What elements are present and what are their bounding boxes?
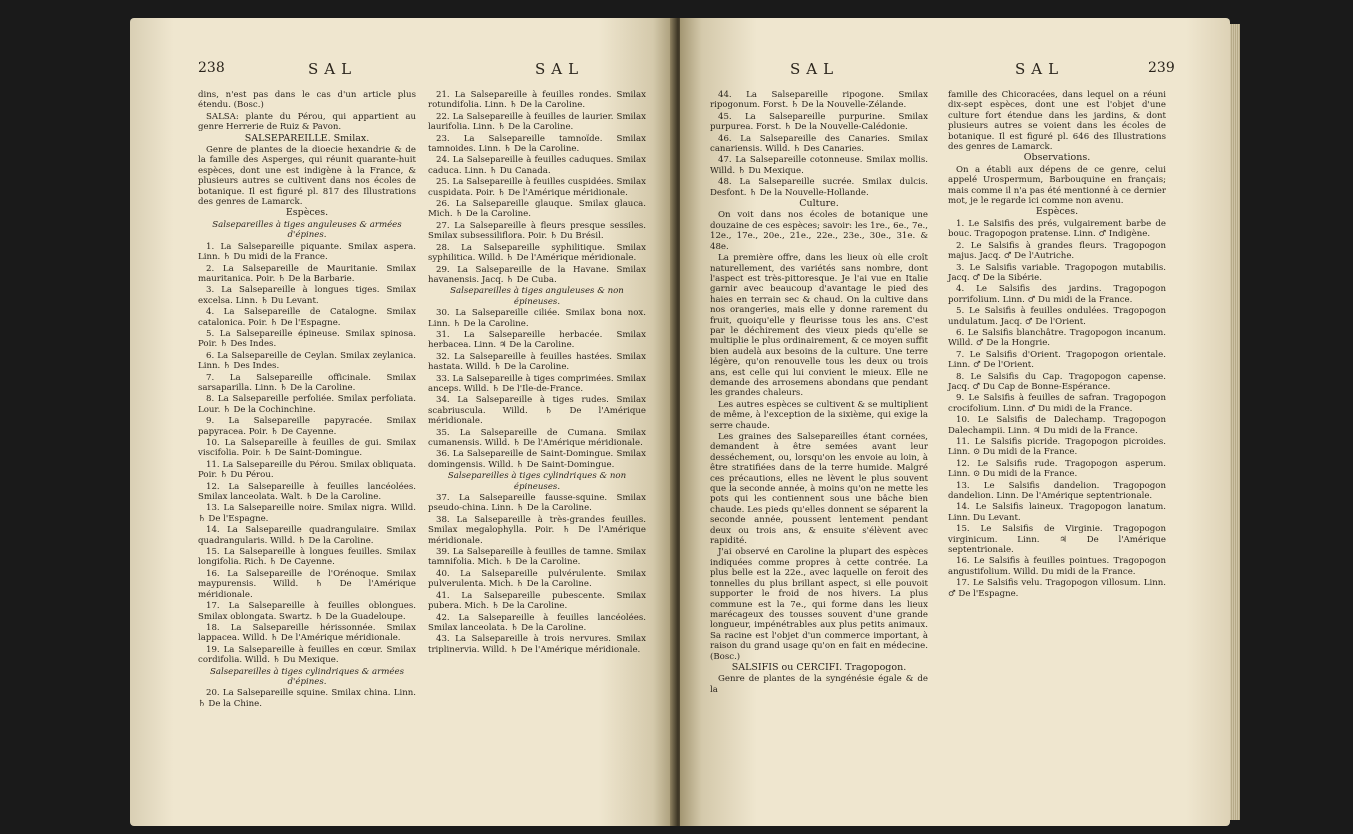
open-book — [130, 18, 1230, 826]
text-paragraph: 45. La Salsepareille purpurine. Smilax purpurea. Forst. ♄ De la Nouvelle-Calédonie. — [710, 111, 928, 133]
text-paragraph: Genre de plantes de la syngénésie égale & de la — [710, 674, 928, 695]
text-paragraph: 12. La Salsepareille à feuilles lancéolées. Smilax lanceolata. Walt. ♄ De la Caroline. — [198, 481, 416, 503]
text-paragraph: 27. La Salsepareille à fleurs presque sessiles. Smilax subsessiliflora. Poir. ♄ Du Brésil. — [428, 220, 646, 242]
text-paragraph: 13. La Salsepareille noire. Smilax nigra. Willd. ♄ De l'Espagne. — [198, 503, 416, 524]
left-column-2 — [428, 90, 646, 656]
text-paragraph: 9. La Salsepareille papyracée. Smilax papyracea. Poir. ♄ De Cayenne. — [198, 416, 416, 437]
right-running-head — [680, 60, 1230, 82]
text-paragraph: 5. Le Salsifis à feuilles ondulées. Tragopogon undulatum. Jacq. ♂ De l'Orient. — [948, 306, 1166, 327]
right-page — [680, 18, 1230, 826]
text-paragraph: 19. La Salsepareille à feuilles en cœur. Smilax cordifolia. Willd. ♄ Du Mexique. — [198, 644, 416, 666]
text-paragraph: 16. La Salsepareille de l'Orénoque. Smilax maypurensis. Willd. ♄ De l'Amérique méridionale. — [198, 568, 416, 600]
text-paragraph: 10. Le Salsifis de Dalechamp. Tragopogon Dalechampii. Linn. ♃ Du midi de la France. — [948, 415, 1166, 436]
text-paragraph: 3. Le Salsifis variable. Tragopogon mutabilis. Jacq. ♂ De la Sibérie. — [948, 262, 1166, 283]
text-paragraph: 37. La Salsepareille fausse-squine. Smilax pseudo-china. Linn. ♄ De la Caroline. — [428, 493, 646, 514]
right-column-2 — [948, 90, 1166, 600]
text-paragraph: 24. La Salsepareille à feuilles caduques. Smilax caduca. Linn. ♄ Du Canada. — [428, 155, 646, 176]
text-paragraph: 42. La Salsepareille à feuilles lancéolées. Smilax lanceolata. ♄ De la Caroline. — [428, 612, 646, 633]
text-paragraph: 26. La Salsepareille glauque. Smilax glauca. Mich. ♄ De la Caroline. — [428, 199, 646, 220]
text-paragraph: 46. La Salsepareille des Canaries. Smilax canariensis. Willd. ♄ Des Canaries. — [710, 133, 928, 155]
text-paragraph: 23. La Salsepareille tamnoïde. Smilax tamnoides. Linn. ♄ De la Caroline. — [428, 133, 646, 155]
text-paragraph: 15. Le Salsifis de Virginie. Tragopogon virginicum. Linn. ♃ De l'Amérique septentrionale. — [948, 524, 1166, 556]
text-paragraph: SALSA: plante du Pérou, qui appartient au genre Herrerie de Ruiz & Pavon. — [198, 111, 416, 133]
text-paragraph: Espèces. — [1035, 206, 1079, 218]
text-paragraph: Salsepareilles à tiges anguleuses & armées d'épines. — [212, 219, 402, 241]
text-paragraph: famille des Chicoracées, dans lequel on a réuni dix-sept espèces, dont une est l'objet d'une culture fort étendue dans les jardins, & dont plusieurs autres se voient dans les écoles de botanique. Il est figuré pl. 646 des Illustrations des genres de Lamarck. — [948, 90, 1166, 153]
text-paragraph: 18. La Salsepareille hérissonnée. Smilax lappacea. Willd. ♄ De l'Amérique méridionale. — [198, 622, 416, 644]
text-paragraph: Observations. — [1023, 152, 1091, 164]
text-paragraph: 17. Le Salsifis velu. Tragopogon villosum. Linn. ♂ De l'Espagne. — [948, 578, 1166, 599]
text-paragraph: La première offre, dans les lieux où elle croît naturellement, des variétés sans nombre, dont l'aspect est très-pittoresque. Je l'ai vue en Italie garnir avec beaucoup d'avantage le pied des haies en terrain sec & chaud. On la cultive dans nos orangeries, mais elle y donne rarement du fruit, quoiqu'elle y fleurisse tous les ans. C'est par le déchirement des vieux pieds qu'elle se multiplie le plus ordinairement, & ce moyen suffit bien audelà aux besoins de la culture. Une terre légère, qu'on renouvelle tous les deux ou trois ans, est celle qui lui convient le mieux. Elle ne demande des arrosemens abondans que pendant les grandes chaleurs. — [710, 253, 928, 399]
text-paragraph: 2. La Salsepareille de Mauritanie. Smilax mauritanica. Poir. ♄ De la Barbarie. — [198, 263, 416, 284]
text-paragraph: Salsepareilles à tiges cylindriques & non épineuses. — [447, 471, 627, 492]
text-paragraph: 14. La Salsepareille quadrangulaire. Smilax quadrangularis. Willd. ♄ De la Caroline. — [198, 525, 416, 546]
text-paragraph: 39. La Salsepareille à feuilles de tamne. Smilax tamnifolia. Mich. ♄ De la Caroline. — [428, 547, 646, 568]
text-paragraph: 1. La Salsepareille piquante. Smilax aspera. Linn. ♄ Du midi de la France. — [198, 241, 416, 263]
text-paragraph: 35. La Salsepareille de Cumana. Smilax cumanensis. Willd. ♄ De l'Amérique méridionale. — [428, 427, 646, 448]
right-page-number: 239 — [1148, 60, 1175, 76]
text-paragraph: 2. Le Salsifis à grandes fleurs. Tragopogon majus. Jacq. ♂ De l'Autriche. — [948, 240, 1166, 262]
text-paragraph: Les autres espèces se cultivent & se multiplient de même, à l'exception de la sixième, qui exige la serre chaude. — [710, 399, 928, 431]
text-paragraph: Genre de plantes de la dioecie hexandrie & de la famille des Asperges, qui réunit quarante-huit espèces, dont une est indigène à la France, & plusieurs autres se cultivent dans nos écoles de botanique. Il est figuré pl. 817 des Illustrations des genres de Lamarck. — [198, 145, 416, 208]
text-paragraph: 11. Le Salsifis picride. Tragopogon picroides. Linn. ⊙ Du midi de la France. — [948, 437, 1166, 458]
text-paragraph: 40. La Salsepareille pulvérulente. Smilax pulverulenta. Mich. ♄ De la Caroline. — [428, 568, 646, 590]
left-column-1 — [198, 90, 416, 710]
text-paragraph: 43. La Salsepareille à trois nervures. Smilax triplinervia. Willd. ♄ De l'Amérique méridionale. — [428, 634, 646, 655]
text-paragraph: 13. Le Salsifis dandelion. Tragopogon dandelion. Linn. De l'Amérique septentrionale. — [948, 480, 1166, 502]
text-paragraph: 6. Le Salsifis blanchâtre. Tragopogon incanum. Willd. ♂ De la Hongrie. — [948, 327, 1166, 349]
text-paragraph: Salsepareilles à tiges anguleuses & non épineuses. — [450, 286, 624, 307]
text-paragraph: Les graines des Salsepareilles étant cornées, demandent à être semées avant leur desséchement, ou, lorsqu'on les envoie au loin, à être stratifiées dans de la terre humide. Malgré ces précautions, elles ne lèvent le plus souvent que la seconde année, à moins qu'on ne mette les pots qui les contiennent sous une bâche bien chaude. Les pieds qu'elles donnent se séparent la seconde année, poussent lentement pendant deux ou trois ans, & ensuite s'élèvent avec rapidité. — [710, 432, 928, 547]
text-paragraph: 9. Le Salsifis à feuilles de safran. Tragopogon crocifolium. Linn. ♂ Du midi de la France. — [948, 393, 1166, 414]
right-head-title-2: SAL — [1015, 60, 1065, 78]
right-column-1 — [710, 90, 928, 696]
text-paragraph: 5. La Salsepareille épineuse. Smilax spinosa. Poir. ♄ Des Indes. — [198, 328, 416, 350]
text-paragraph: 47. La Salsepareille cotonneuse. Smilax mollis. Willd. ♄ Du Mexique. — [710, 155, 928, 176]
text-paragraph: 10. La Salsepareille à feuilles de gui. Smilax viscifolia. Poir. ♄ De Saint-Domingue. — [198, 438, 416, 459]
text-paragraph: 14. Le Salsifis laineux. Tragopogon lanatum. Linn. Du Levant. — [948, 502, 1166, 523]
text-paragraph: 33. La Salsepareille à tiges comprimées. Smilax anceps. Willd. ♄ De l'Ile-de-France. — [428, 373, 646, 394]
text-paragraph: 15. La Salsepareille à longues feuilles. Smilax longifolia. Rich. ♄ De Cayenne. — [198, 547, 416, 568]
text-paragraph: On a établi aux dépens de ce genre, celui appelé Urospermum, Barbouquine en français; mais comme il n'a pas été mentionné à ce dernier mot, je le regarde ici comme non avenu. — [948, 164, 1166, 207]
text-paragraph: 41. La Salsepareille pubescente. Smilax pubera. Mich. ♄ De la Caroline. — [428, 590, 646, 612]
page-edges — [1230, 24, 1240, 820]
right-head-title-1: SAL — [790, 60, 840, 78]
text-paragraph: 38. La Salsepareille à très-grandes feuilles. Smilax megalophylla. Poir. ♄ De l'Amérique méridionale. — [428, 514, 646, 546]
text-paragraph: 36. La Salsepareille de Saint-Domingue. Smilax domingensis. Willd. ♄ De Saint-Domingue. — [428, 449, 646, 470]
text-paragraph: SALSEPAREILLE. Smilax. — [244, 132, 370, 144]
text-paragraph: 4. Le Salsifis des jardins. Tragopogon porrifolium. Linn. ♂ Du midi de la France. — [948, 284, 1166, 305]
text-paragraph: Culture. — [799, 198, 839, 210]
text-paragraph: 12. Le Salsifis rude. Tragopogon asperum. Linn. ⊙ Du midi de la France. — [948, 458, 1166, 480]
text-paragraph: 22. La Salsepareille à feuilles de laurier. Smilax laurifolia. Linn. ♄ De la Caroline. — [428, 111, 646, 133]
text-paragraph: 7. Le Salsifis d'Orient. Tragopogon orientale. Linn. ♂ De l'Orient. — [948, 349, 1166, 371]
text-paragraph: 8. Le Salsifis du Cap. Tragopogon capense. Jacq. ♂ Du Cap de Bonne-Espérance. — [948, 371, 1166, 392]
left-page-number: 238 — [198, 60, 225, 76]
text-paragraph: 21. La Salsepareille à feuilles rondes. Smilax rotundifolia. Linn. ♄ De la Caroline. — [428, 90, 646, 111]
text-paragraph: dins, n'est pas dans le cas d'un article plus étendu. (Bosc.) — [198, 90, 416, 111]
text-paragraph: J'ai observé en Caroline la plupart des espèces indiquées comme propres à cette contrée. La plus belle est la 22e., avec laquelle on feroit des tonnelles du plus brillant aspect, si elle pouvoit supporter le froid de nos hivers. La plus commune est la 7e., qui forme dans les lieux marécageux des tousses souvent d'une grande longueur, impénétrables aux plus petits animaux. Sa racine est l'objet d'un commerce important, à raison du grand usage qu'on en fait en médecine. (Bosc.) — [710, 547, 928, 662]
text-paragraph: 25. La Salsepareille à feuilles cuspidées. Smilax cuspidata. Poir. ♄ De l'Amérique méridionale. — [428, 177, 646, 198]
text-paragraph: 7. La Salsepareille officinale. Smilax sarsaparilla. Linn. ♄ De la Caroline. — [198, 372, 416, 393]
text-paragraph: 11. La Salsepareille du Pérou. Smilax obliquata. Poir. ♄ Du Pérou. — [198, 459, 416, 481]
text-paragraph: 32. La Salsepareille à feuilles hastées. Smilax hastata. Willd. ♄ De la Caroline. — [428, 351, 646, 373]
text-paragraph: SALSIFIS ou CERCIFI. Tragopogon. — [731, 661, 907, 673]
text-paragraph: 29. La Salsepareille de la Havane. Smilax havanensis. Jacq. ♄ De Cuba. — [428, 264, 646, 285]
text-paragraph: 6. La Salsepareille de Ceylan. Smilax zeylanica. Linn. ♄ Des Indes. — [198, 350, 416, 372]
left-head-title-1: SAL — [308, 60, 358, 78]
text-paragraph: 31. La Salsepareille herbacée. Smilax herbacea. Linn. ♃ De la Caroline. — [428, 329, 646, 351]
text-paragraph: Salsepareilles à tiges cylindriques & armées d'épines. — [210, 666, 404, 687]
text-paragraph: On voit dans nos écoles de botanique une douzaine de ces espèces; savoir: les 1re., 6e., 7e., 12e., 17e., 20e., 21e., 22e., 23e., 30e., 31e. & 48e. — [710, 210, 928, 252]
text-paragraph: 4. La Salsepareille de Catalogne. Smilax catalonica. Poir. ♄ De l'Espagne. — [198, 307, 416, 328]
text-paragraph: 1. Le Salsifis des prés, vulgairement barbe de bouc. Tragopogon pratense. Linn. ♂ Indigène. — [948, 218, 1166, 240]
text-paragraph: 20. La Salsepareille squine. Smilax china. Linn. ♄ De la Chine. — [198, 688, 416, 709]
text-paragraph: 28. La Salsepareille syphilitique. Smilax syphilitica. Willd. ♄ De l'Amérique méridionale. — [428, 242, 646, 264]
text-paragraph: 8. La Salsepareille perfoliée. Smilax perfoliata. Lour. ♄ De la Cochinchine. — [198, 394, 416, 415]
text-paragraph: 44. La Salsepareille ripogone. Smilax ripogonum. Forst. ♄ De la Nouvelle-Zélande. — [710, 90, 928, 111]
left-head-title-2: SAL — [535, 60, 585, 78]
text-paragraph: 3. La Salsepareille à longues tiges. Smilax excelsa. Linn. ♄ Du Levant. — [198, 285, 416, 306]
text-paragraph: 17. La Salsepareille à feuilles oblongues. Smilax oblongata. Swartz. ♄ De la Guadeloupe. — [198, 601, 416, 622]
left-page — [130, 18, 675, 826]
left-running-head — [130, 60, 675, 82]
text-paragraph: 48. La Salsepareille sucrée. Smilax dulcis. Desfont. ♄ De la Nouvelle-Hollande. — [710, 177, 928, 198]
text-paragraph: 16. Le Salsifis à feuilles pointues. Tragopogon angustifolium. Willd. Du midi de la France. — [948, 556, 1166, 577]
text-paragraph: 30. La Salsepareille ciliée. Smilax bona nox. Linn. ♄ De la Caroline. — [428, 308, 646, 329]
text-paragraph: Espèces. — [285, 207, 329, 219]
text-paragraph: 34. La Salsepareille à tiges rudes. Smilax scabriuscula. Willd. ♄ De l'Amérique méridionale. — [428, 395, 646, 427]
